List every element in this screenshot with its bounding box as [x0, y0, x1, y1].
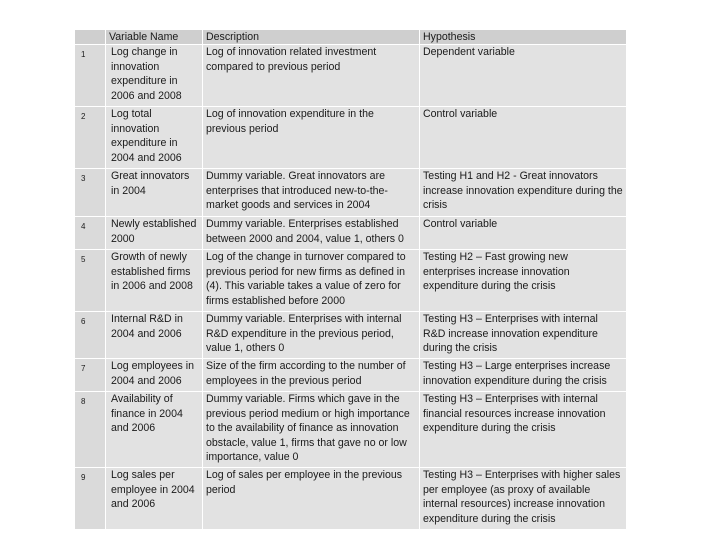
- table-row: [75, 312, 627, 359]
- table-row: [75, 359, 627, 392]
- row-number: 6: [75, 312, 106, 359]
- variables-table: [74, 29, 627, 530]
- row-number: 4: [75, 217, 106, 250]
- table-row: [75, 107, 627, 169]
- row-number: 2: [75, 107, 106, 169]
- header-num-cell: [75, 30, 106, 45]
- header-description: Description: [203, 30, 420, 45]
- header-hypothesis: Hypothesis: [420, 30, 627, 45]
- table-row: [75, 169, 627, 217]
- row-number: 8: [75, 392, 106, 468]
- description-cell: Dummy variable. Enterprises established between 2000 and 2004, value 1, others 0: [203, 217, 420, 250]
- description-cell: Dummy variable. Firms which gave in the previous period medium or high importance to the availability of finance as innovation obstacle, value 1, firms that gave no or low importance, value 0: [203, 392, 420, 468]
- description-cell: Dummy variable. Enterprises with internal R&D expenditure in the previous period, value 1, others 0: [203, 312, 420, 359]
- table-header-row: [75, 30, 627, 45]
- variable-name-cell: Newly established 2000: [106, 217, 203, 250]
- variable-name-cell: Log sales per employee in 2004 and 2006: [106, 468, 203, 530]
- hypothesis-cell: Testing H3 – Enterprises with internal financial resources increase innovation expenditure during the crisis: [420, 392, 627, 468]
- description-cell: Log of innovation expenditure in the previous period: [203, 107, 420, 169]
- row-number: 1: [75, 45, 106, 107]
- hypothesis-cell: Testing H1 and H2 - Great innovators increase innovation expenditure during the crisis: [420, 169, 627, 217]
- description-cell: Log of innovation related investment compared to previous period: [203, 45, 420, 107]
- description-cell: Log of the change in turnover compared to previous period for new firms as defined in (4). This variable takes a value of zero for firms established before 2000: [203, 250, 420, 312]
- hypothesis-cell: Testing H2 – Fast growing new enterprises increase innovation expenditure during the crisis: [420, 250, 627, 312]
- hypothesis-cell: Testing H3 – Enterprises with internal R&D increase innovation expenditure during the crisis: [420, 312, 627, 359]
- description-cell: Dummy variable. Great innovators are enterprises that introduced new-to-the-market goods and services in 2004: [203, 169, 420, 217]
- variable-name-cell: Log change in innovation expenditure in 2006 and 2008: [106, 45, 203, 107]
- hypothesis-cell: Testing H3 – Enterprises with higher sales per employee (as proxy of available internal resources) increase innovation expenditure during the crisis: [420, 468, 627, 530]
- description-cell: Size of the firm according to the number of employees in the previous period: [203, 359, 420, 392]
- table-row: [75, 250, 627, 312]
- table-row: [75, 392, 627, 468]
- row-number: 3: [75, 169, 106, 217]
- variable-name-cell: Log total innovation expenditure in 2004 and 2006: [106, 107, 203, 169]
- table-row: [75, 217, 627, 250]
- row-number: 5: [75, 250, 106, 312]
- variable-name-cell: Great innovators in 2004: [106, 169, 203, 217]
- hypothesis-cell: Control variable: [420, 217, 627, 250]
- variable-name-cell: Growth of newly established firms in 2006 and 2008: [106, 250, 203, 312]
- header-variable-name: Variable Name: [106, 30, 203, 45]
- hypothesis-cell: Testing H3 – Large enterprises increase innovation expenditure during the crisis: [420, 359, 627, 392]
- hypothesis-cell: Dependent variable: [420, 45, 627, 107]
- table-row: [75, 468, 627, 530]
- variable-name-cell: Log employees in 2004 and 2006: [106, 359, 203, 392]
- row-number: 9: [75, 468, 106, 530]
- variable-name-cell: Internal R&D in 2004 and 2006: [106, 312, 203, 359]
- table-row: [75, 45, 627, 107]
- variable-name-cell: Availability of finance in 2004 and 2006: [106, 392, 203, 468]
- description-cell: Log of sales per employee in the previous period: [203, 468, 420, 530]
- row-number: 7: [75, 359, 106, 392]
- hypothesis-cell: Control variable: [420, 107, 627, 169]
